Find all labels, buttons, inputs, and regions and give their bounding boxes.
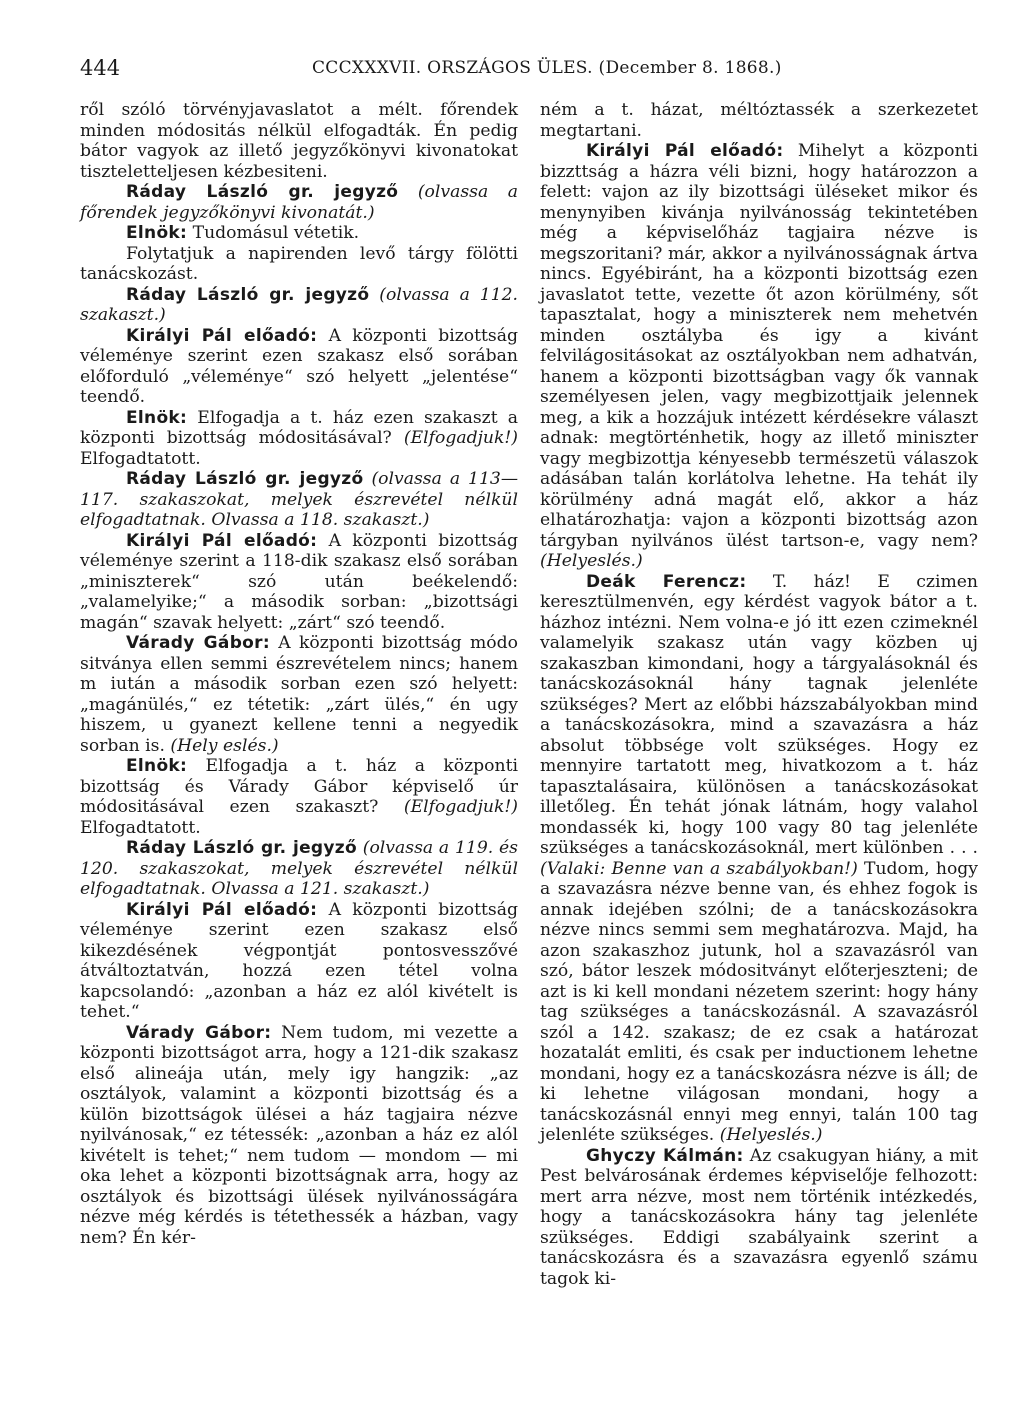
italic-note: (Valaki: Benne van a szabályokban!) [540,858,858,879]
italic-note: (Helyeslés.) [719,1125,823,1145]
text-run: Elfogadtatott. [80,817,201,838]
speaker-name: Elnök: [126,756,188,776]
speaker-name: Királyi Pál előadó: [586,141,784,161]
text-run: ném a t. házat, méltóztassék a szerkezetet megtartani. [540,100,978,141]
paragraph [80,100,518,182]
speaker-name: Ráday László gr. jegyző [126,469,364,489]
italic-note: (Hely eslés.) [170,735,279,756]
speaker-name: Elnök: [126,223,188,243]
speaker-name: Deák Ferencz: [586,571,747,592]
text-run: A központi bizottság véleménye szerint ezen szakasz első kikezdésének végpontját pontosvesszővé átváltoztatván, hozzá ezen tétel volna kapcsolandó: „azonban a ház ez alól kivételt is tehet.“ [80,899,518,1022]
text-run: A központi bizottság véleménye szerint a 118-dik szakasz első sorában „miniszterek“ szó után beékelendő: „valamelyike;“ a második sorban: „bizottsági magán“ szavak helyett: „zárt“ szó teendő. [80,530,518,633]
paragraph [80,531,518,634]
right-column [540,100,978,1289]
text-run: T. ház! E czimen keresztülmenvén, egy kérdést vagyok bátor a t. házhoz intézni. Nem volna-e jó itt ezen czimeknél valamelyik szakasz után vagy közben uj szakaszban kimondani, hogy a tárgyalásoknál és tanácskozásoknál hány tagnak jelenléte szükséges? Mert az előbbi házszabályokban mind a tanácskozásokra, mind a szavazásra a ház absolut többsége volt szükséges. Hogy ez mennyire tartatott meg, hivatkozom a t. ház tapasztalásaira, különösen a tanácskozásokat illetőleg. Én tehát jónak látnám, hogy valahol mondassék ki, hogy 100 vagy 80 tag jelenléte szükséges a tanácskozásoknál, mert különben . . . [540,571,978,858]
text-run: Mihelyt a központi bizzttság a házra véli bizni, hogy határozzon a felett: vajon az ily bizottsági üléseket mikor és menynyiben kivánja nyilvánosság tekintetében még a képviselőház tagjaira nézve is megszoritani? már, akkor a nyilvánosságnak ártva nincs. Egyébiránt, ha a központi bizottság ezen javaslatot tette, vezette őt azon körülmény, sőt tapasztalat, hogy a miniszterek nem mehetvén minden osztályba és igy a kivánt felvilágositásokat az osztályokban nem adhatván, hanem a központi bizottságban vagy ők vannak személyesen jelen, vagy megbizottjaik jelennek meg, a kik a hozzájuk intézett kérdésekre választ adnak: megtörténhetik, hogy az illető miniszter vagy megbizottja kényesebb természetü válaszok adásában talán korlátolva lehetne. Ha tehát ily körülmény adná magát elő, akkor a ház elhatározhatja: vajon a központi bizottság azon tárgyban nyilvános ülést tartson-e, vagy nem? [540,141,979,551]
paragraph [540,572,978,1146]
paragraph [80,408,518,470]
paragraph [80,223,518,244]
paragraph [80,756,518,838]
text-run: Az csakugyan hiány, a mit Pest belvárosának érdemes képviselője felhozott: mert arra nézve, most nem történik intézkedés, hogy a tanácskozásokra hány tag jelenléte szükséges. Eddigi szabályaink szerint a tanácskozásra és a szavazásra egyenlő számu tagok ki- [540,1145,978,1289]
paragraph [80,285,518,326]
text-run [369,285,379,305]
left-column [80,100,518,1248]
text-run [398,182,418,202]
paragraph [80,900,518,1023]
paragraph [540,141,978,572]
paragraph [80,469,518,531]
text-run: Tudom, hogy a szavazásra nézve benne van, és ehhez fogok is annak idejében szólni; de a tanácskozásokra nézve nincs semmi sem meghatározva. Majd, ha azon szakaszhoz jutunk, hol a szavazásról van szó, bátor leszek módositványt előterjeszteni; de azt is ki kell mondani nézetem szerint: hogy hány tag szükséges a tanácskozásnál. A szavazásról szól a 142. szakasz; de ez csak a határozat hozatalát emliti, és csak per inductionem lehetne mondani, hogy ez a tanácskozásra nézve is áll; de ki lehetne világosan mondani, hogy a tanácskozásnál ennyi meg ennyi, talán 100 tag jelenléte szükséges. [540,858,978,1145]
text-run: Elfogadtatott. [80,448,201,469]
paragraph [80,182,518,223]
speaker-name: Ráday László gr. jegyző [126,182,399,202]
italic-note: (olvassa a 113—117. szakaszokat, melyek észrevétel nélkül elfogadtatnak. Olvassa a 118. szakaszt.) [80,469,519,530]
running-head: CCCXXXVII. ORSZÁGOS ÜLES. (December 8. 1868.) [312,58,782,78]
speaker-name: Várady Gábor: [126,1022,272,1043]
text-run: Folytatjuk a napirenden levő tárgy fölötti tanácskozást. [80,243,518,284]
speaker-name: Ráday László gr. jegyző [126,838,357,858]
italic-note: (Helyeslés.) [540,551,643,571]
italic-note: (olvassa a 119. és 120. szakaszokat, melyek észrevétel nélkül elfogadtatnak. Olvassa a 121. szakaszt.) [80,838,518,899]
text-run: Tudomásul vétetik. [187,223,360,243]
paragraph [80,838,518,900]
speaker-name: Ghyczy Kálmán: [586,1145,744,1166]
text-run: Nem tudom, mi vezette a központi bizottságot arra, hogy a 121-dik szakasz első alineája után, mely igy hangzik: „az osztályok, valamint a központi bizottság és a külön bizottságok ülései a ház tagjaira nézve nyilvánosak,“ ez tétessék: „azonban a ház ez alól kivételt is tehet;“ nem tudom — mondom — mi oka lehet a központi bizottságnak arra, hogy az osztályok és bizottsági ülések nyilvánosságára nézve még kérdés is tétethessék a házban, vagy nem? Én kér- [80,1022,518,1248]
paragraph [80,244,518,285]
text-run: ről szóló törvényjavaslatot a mélt. főrendek minden módositás nélkül elfogadták. Én pedig bátor vagyok az illető jegyzőkönyvi kivonatokat tiszteletteljesen kézbesiteni. [80,100,518,182]
text-run: Elfogadja a t. ház ezen szakaszt a központi bizottság módositásával? [80,407,518,448]
paragraph [80,326,518,408]
italic-note: (olvassa a főrendek jegyzőkönyvi kivonatát.) [80,182,518,223]
paragraph [80,1023,518,1249]
speaker-name: Királyi Pál előadó: [126,899,318,920]
page-number: 444 [80,56,121,80]
page-header [80,56,960,86]
speaker-name: Várady Gábor: [126,633,270,653]
speaker-name: Elnök: [126,407,188,428]
paragraph [540,1146,978,1290]
italic-note: (olvassa a 112. szakaszt.) [80,284,519,325]
text-run: A központi bizottság módo sitványa ellen semmi észrevételem nincs; hanem m iután a második sorban ezen szó helyett: „magánülés,“ ez tétetik: „zárt ülés,“ én ugy hiszem, u gyanezt kellene tenni a negyedik sorban is. [80,633,518,756]
paragraph [80,633,518,756]
speaker-name: Királyi Pál előadó: [126,530,318,551]
text-run: A központi bizottság véleménye szerint ezen szakasz első sorában előforduló „véleménye“ szó helyett „jelentése“ teendő. [80,325,518,407]
italic-note: (Elfogadjuk!) [403,797,518,817]
paragraph [540,100,978,141]
speaker-name: Ráday László gr. jegyző [126,284,370,305]
text-run: Elfogadja a t. ház a központi bizottság és Várady Gábor képviselő úr módositásával ezen szakaszt? [80,756,518,817]
speaker-name: Királyi Pál előadó: [126,325,318,346]
italic-note: (Elfogadjuk!) [403,428,518,448]
